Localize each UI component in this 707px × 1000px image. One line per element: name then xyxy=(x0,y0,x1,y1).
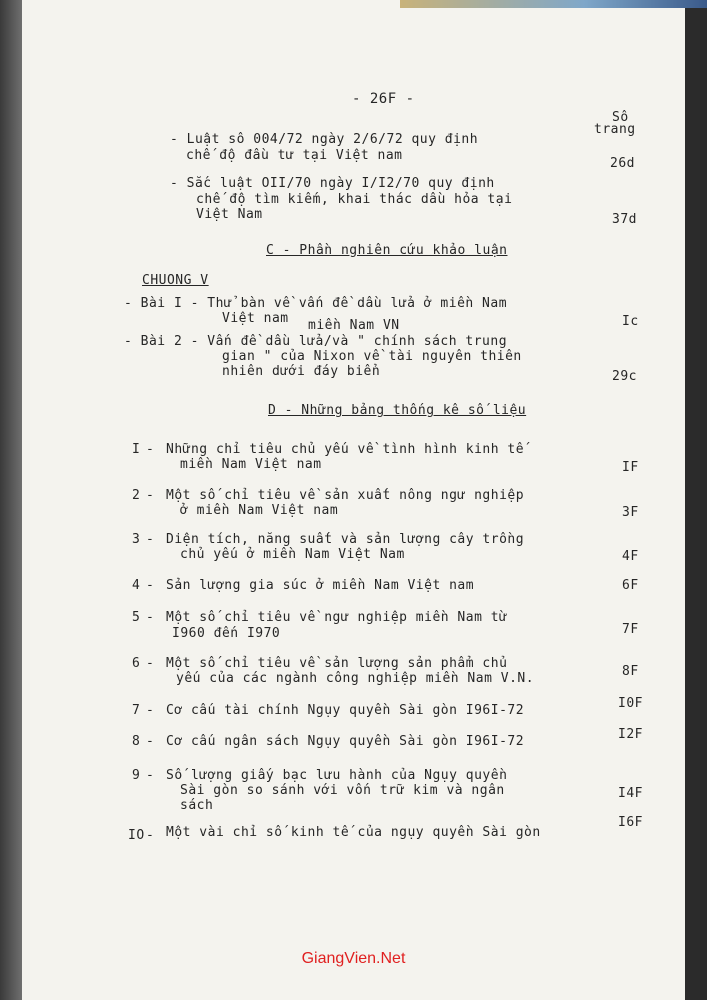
toc-number: 5 xyxy=(132,610,141,625)
toc-line: Số lượng giấy bạc lưu hành của Ngụy quyền xyxy=(166,768,508,783)
chapter-heading: CHUONG V xyxy=(142,273,209,288)
toc-line: Việt Nam xyxy=(196,207,263,222)
toc-page: 37d xyxy=(612,212,637,227)
toc-line: I960 đến I970 xyxy=(172,626,281,641)
toc-line: Việt nam xyxy=(222,311,289,326)
toc-page: 29c xyxy=(612,369,637,384)
toc-line: miền Nam VN xyxy=(308,318,400,333)
toc-line: Một vài chỉ số kinh tế của ngụy quyền Sài gòn xyxy=(166,825,541,840)
toc-page: I6F xyxy=(618,815,643,830)
toc-number: 2 xyxy=(132,488,141,503)
page-number: - 26F - xyxy=(352,91,415,107)
toc-number: I xyxy=(132,442,141,457)
toc-page: 26d xyxy=(610,156,635,171)
toc-page: 6F xyxy=(622,578,639,593)
toc-page: 8F xyxy=(622,664,639,679)
toc-line: chế độ tìm kiếm, khai thác dầu hỏa tại xyxy=(196,192,513,207)
section-d-title: D - Những bảng thống kê số liệu xyxy=(268,403,527,418)
toc-line: - Bài I - Thử bàn về vấn đề dầu lửa ở miền Nam xyxy=(124,296,508,311)
section-c-title: C - Phần nghiên cứu khảo luận xyxy=(266,243,508,258)
toc-line: Cơ cấu ngân sách Ngụy quyền Sài gòn I96I-72 xyxy=(166,734,525,749)
toc-number: 3 xyxy=(132,532,141,547)
toc-number: 7 xyxy=(132,703,141,718)
toc-line: Diện tích, năng suất và sản lượng cây trồng xyxy=(166,532,525,547)
toc-number: 8 xyxy=(132,734,141,749)
watermark: GiangVien.Net xyxy=(301,950,406,967)
toc-line: Một số chỉ tiêu về sản xuất nông ngư nghiệp xyxy=(166,488,525,503)
toc-line: ở miền Nam Việt nam xyxy=(180,503,339,518)
toc-page: 4F xyxy=(622,549,639,564)
background-strip xyxy=(400,0,707,8)
toc-line: - Bài 2 - Vấn đề dầu lửa/và " chính sách trung xyxy=(124,334,508,349)
toc-line: chủ yếu ở miền Nam Việt Nam xyxy=(180,547,405,562)
toc-line: - Sắc luật OII/70 ngày I/I2/70 quy định xyxy=(170,176,495,191)
toc-number: 6 xyxy=(132,656,141,671)
toc-line: miền Nam Việt nam xyxy=(180,457,322,472)
toc-line: chế độ đầu tư tại Việt nam xyxy=(186,148,403,163)
column-header-trang: trang xyxy=(594,122,636,137)
toc-page: I2F xyxy=(618,727,643,742)
toc-number: 9 xyxy=(132,768,141,783)
toc-line: Sài gòn so sánh với vốn trữ kim và ngân xyxy=(180,783,505,798)
toc-line: sách xyxy=(180,798,214,813)
toc-line: - Luật sô 004/72 ngày 2/6/72 quy định xyxy=(170,132,479,147)
toc-line: yếu của các ngành công nghiệp miền Nam V.N. xyxy=(176,671,535,686)
toc-page: I4F xyxy=(618,786,643,801)
toc-number: IO xyxy=(128,828,145,843)
toc-line: gian " của Nixon về tài nguyên thiên xyxy=(222,349,522,364)
toc-line: Sản lượng gia súc ở miền Nam Việt nam xyxy=(166,578,475,593)
toc-line: nhiên dưới đáy biển xyxy=(222,364,381,379)
toc-line: Cơ cấu tài chính Ngụy quyền Sài gòn I96I-72 xyxy=(166,703,525,718)
toc-number: 4 xyxy=(132,578,141,593)
toc-page: 7F xyxy=(622,622,639,637)
column-header-so: Sô xyxy=(612,110,629,125)
toc-line: Những chỉ tiêu chủ yếu về tình hình kinh tế xyxy=(166,442,525,457)
toc-page: 3F xyxy=(622,505,639,520)
toc-page: IF xyxy=(622,460,639,475)
toc-page: I0F xyxy=(618,696,643,711)
toc-line: Một số chỉ tiêu về sản lượng sản phẩm chủ xyxy=(166,656,508,671)
toc-page: Ic xyxy=(622,314,639,329)
binding-edge xyxy=(0,0,22,1000)
toc-line: Một số chỉ tiêu về ngư nghiệp miền Nam từ xyxy=(166,610,508,625)
